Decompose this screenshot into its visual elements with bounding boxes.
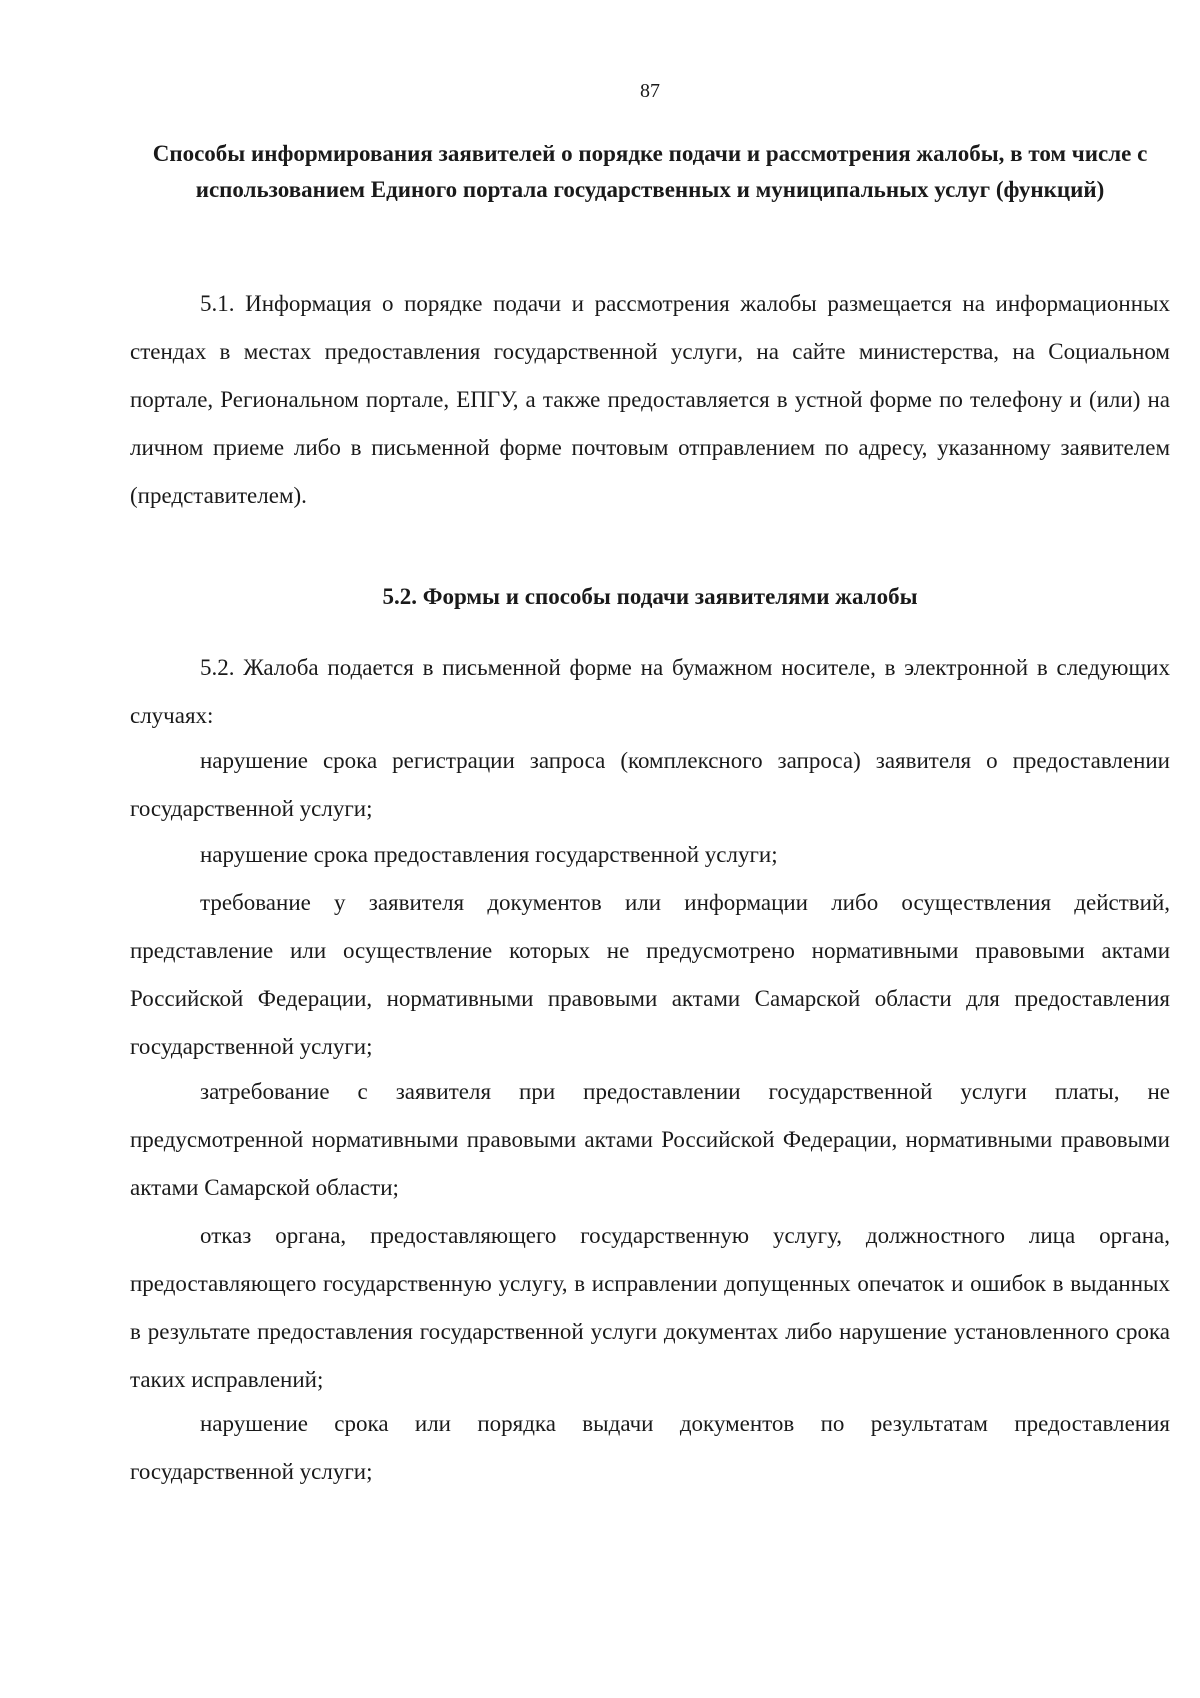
list-item: нарушение срока или порядка выдачи документов по результатам предоставления государственной услуги; <box>130 1411 1170 1484</box>
list-item: затребование с заявителя при предоставлении государственной услуги платы, не предусмотренной нормативными правовыми актами Российской Федерации, нормативными правовыми актами Самарской области; <box>130 1079 1170 1200</box>
list-item: нарушение срока регистрации запроса (комплексного запроса) заявителя о предоставлении государственной услуги; <box>130 748 1170 821</box>
page-number: 87 <box>640 80 660 102</box>
paragraph-5-1: 5.1. Информация о порядке подачи и рассмотрения жалобы размещается на информационных стендах в местах предоставления государственной услуги, на сайте министерства, на Социальном портале, Региональном портале, ЕПГУ, а также предоставляется в устной форме по телефону и (или) на личном приеме либо в письменной форме почтовым отправлением по адресу, указанному заявителем (представителем). <box>130 291 1170 508</box>
paragraph-5-2: 5.2. Жалоба подается в письменной форме на бумажном носителе, в электронной в следующих случаях: <box>130 655 1170 728</box>
section-heading: Способы информирования заявителей о порядке подачи и рассмотрения жалобы, в том числе с использованием Единого портала государственных и муниципальных услуг (функций) <box>152 141 1148 202</box>
list-item: нарушение срока предоставления государственной услуги; <box>200 842 778 867</box>
list-item: требование у заявителя документов или информации либо осуществления действий, представление или осуществление которых не предусмотрено нормативными правовыми актами Российской Федерации, нормативными правовыми актами Самарской области для предоставления государственной услуги; <box>130 890 1170 1059</box>
subsection-heading: 5.2. Формы и способы подачи заявителями жалобы <box>382 584 918 609</box>
list-item: отказ органа, предоставляющего государственную услугу, должностного лица органа, предоставляющего государственную услугу, в исправлении допущенных опечаток и ошибок в выданных в результате предоставления государственной услуги документах либо нарушение установленного срока таких исправлений; <box>130 1223 1170 1392</box>
